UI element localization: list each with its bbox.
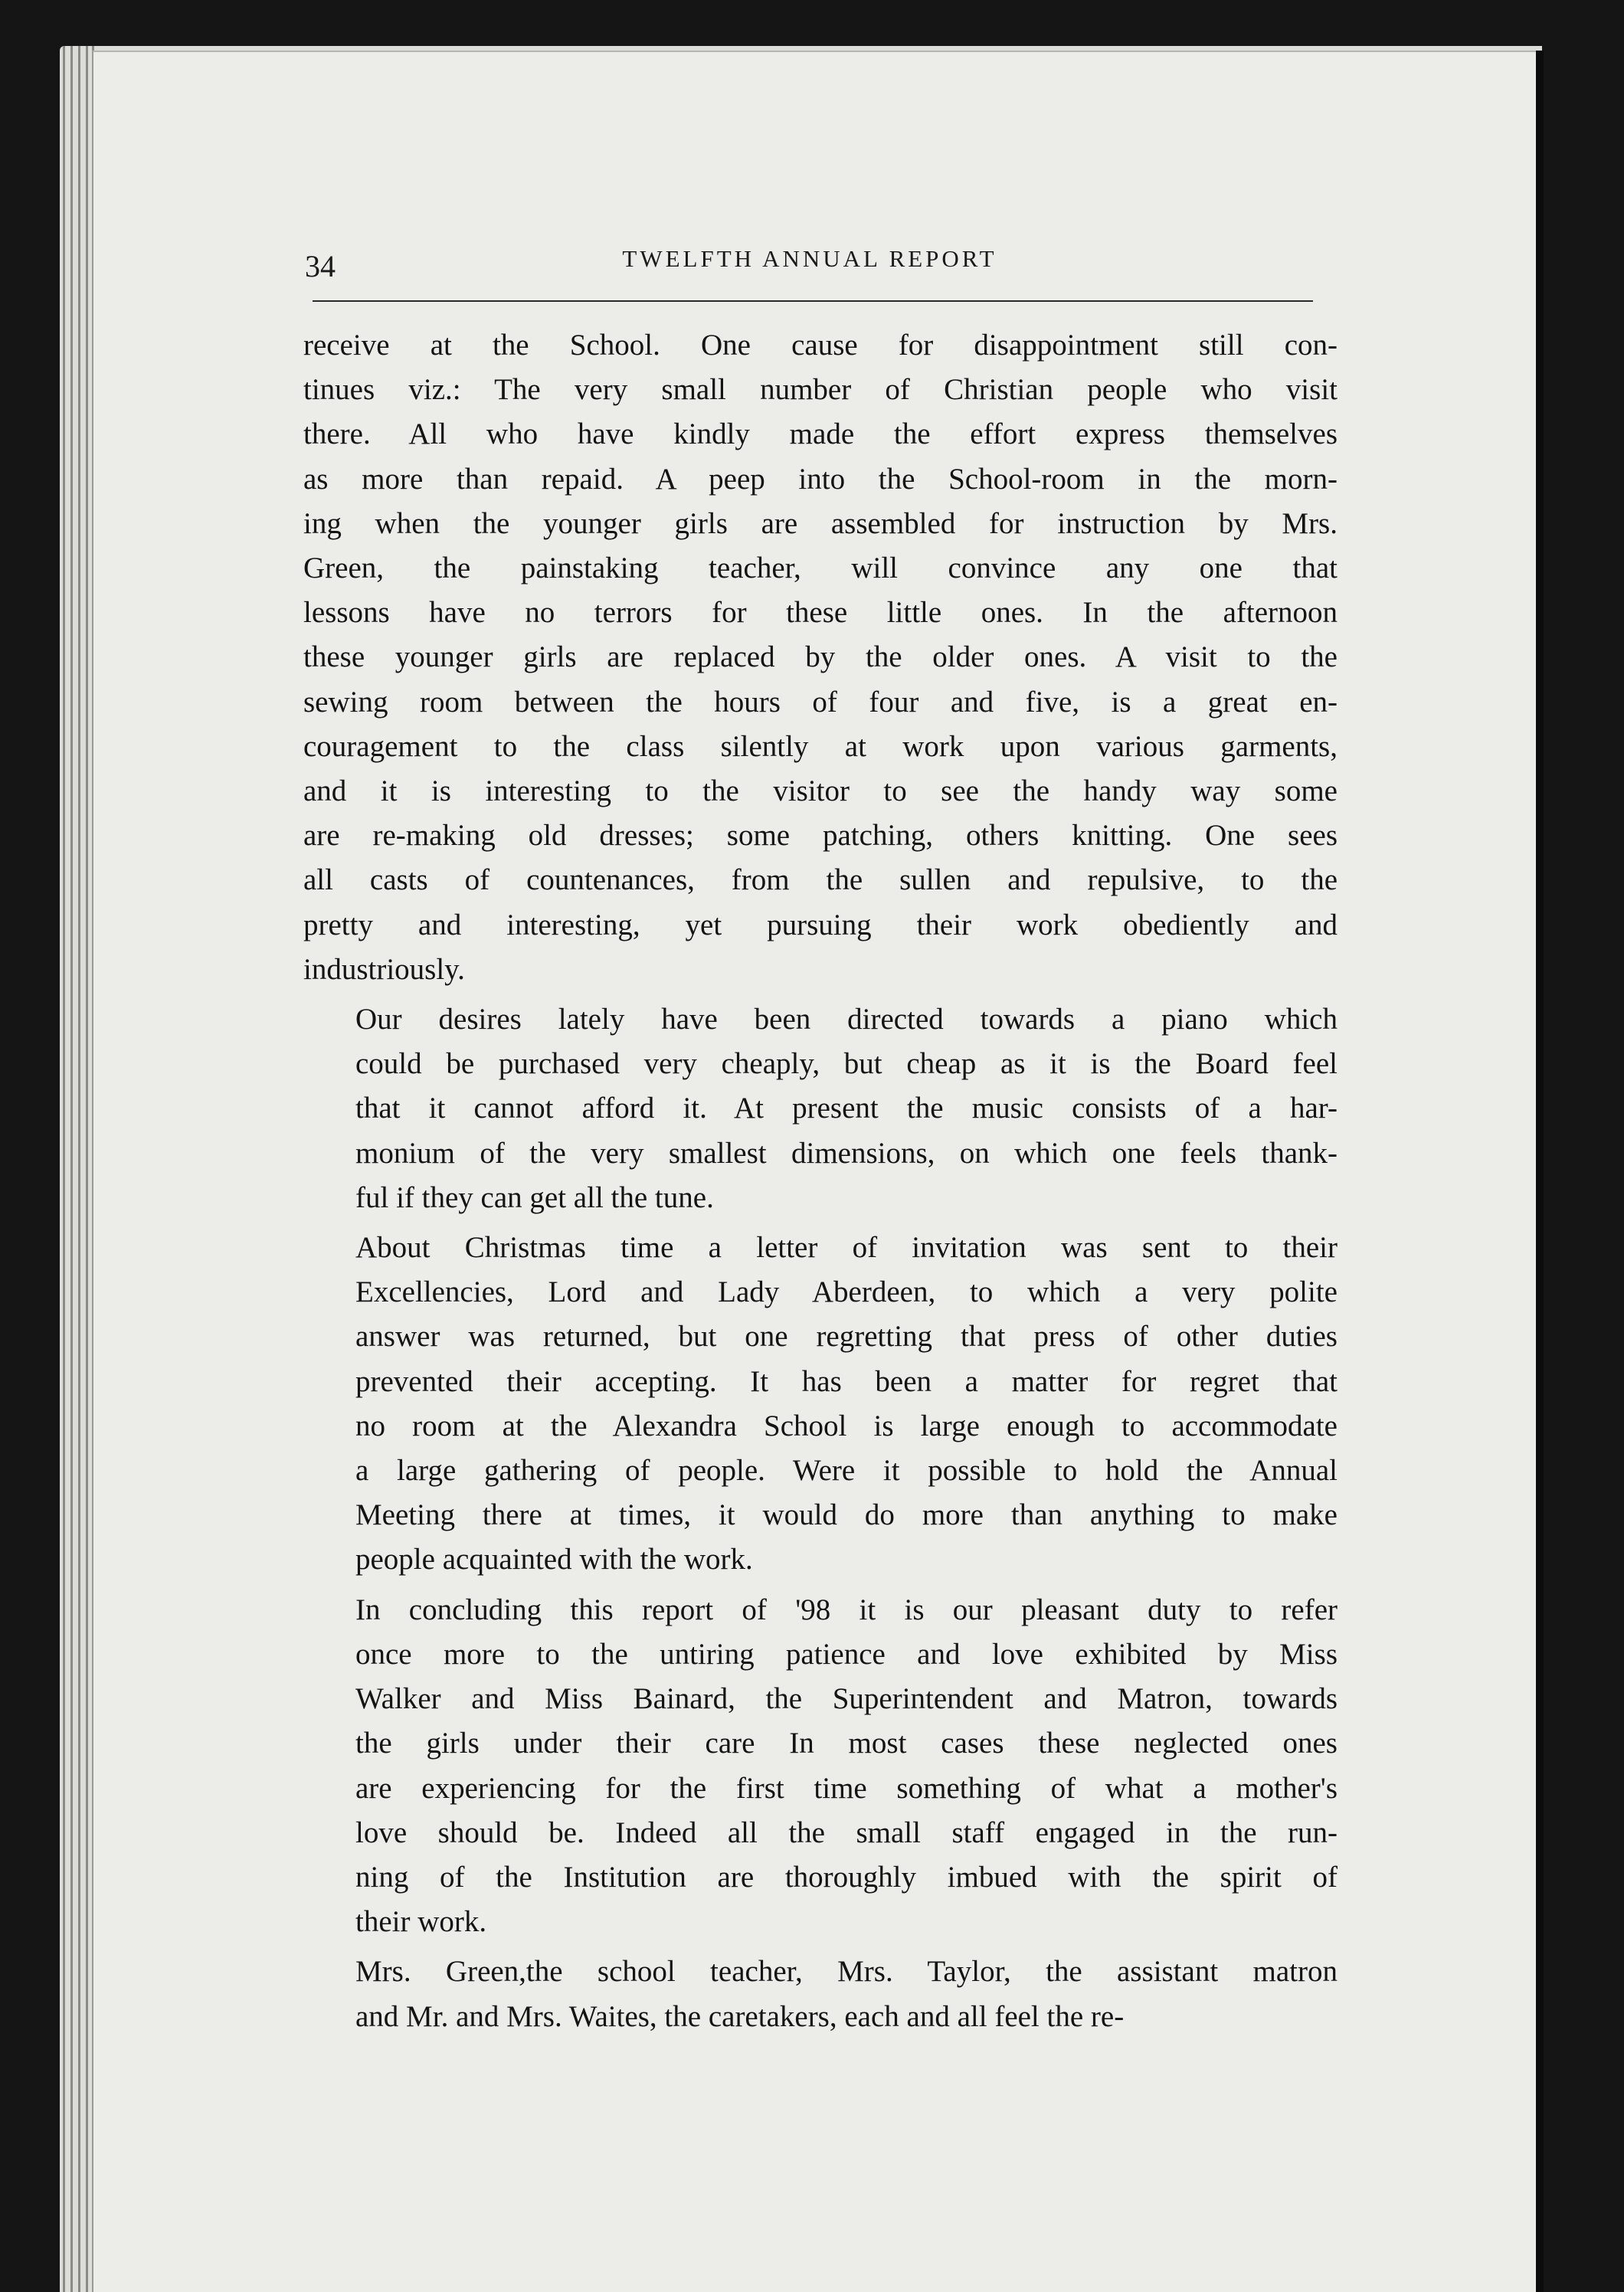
page-header	[305, 244, 1315, 290]
text-line: people acquainted with the work.	[355, 1543, 753, 1577]
text-line: answer was returned, but one regretting that press of other duties	[355, 1320, 1338, 1354]
text-line: once more to the untiring patience and love exhibited by Miss	[355, 1637, 1338, 1671]
text-line: tinues viz.: The very small number of Christian people who visit	[303, 373, 1338, 407]
text-line: the girls under their care In most cases these neglected ones	[355, 1727, 1338, 1760]
header-rule	[313, 300, 1313, 302]
text-line: sewing room between the hours of four and five, is a great en-	[303, 685, 1338, 719]
report-body	[303, 323, 1338, 2045]
text-line: are re-making old dresses; some patching, others knitting. One sees	[303, 819, 1338, 853]
page-edge	[78, 46, 80, 2292]
text-line: that it cannot afford it. At present the music consists of a har-	[355, 1092, 1338, 1125]
text-line: and Mr. and Mrs. Waites, the caretakers, each and all feel the re-	[355, 1999, 1125, 2033]
text-line: ing when the younger girls are assembled for instruction by Mrs.	[303, 506, 1338, 540]
text-line: In concluding this report of '98 it is our pleasant duty to refer	[355, 1593, 1338, 1626]
text-line: Excellencies, Lord and Lady Aberdeen, to which a very polite	[355, 1275, 1338, 1309]
text-line: Walker and Miss Bainard, the Superintendent and Matron, towards	[355, 1682, 1338, 1716]
text-line: love should be. Indeed all the small staff engaged in the run-	[355, 1816, 1338, 1849]
text-line: as more than repaid. A peep into the School-room in the morn-	[303, 462, 1338, 496]
paragraph	[303, 1950, 1338, 2038]
text-line: could be purchased very cheaply, but cheap as it is the Board feel	[355, 1047, 1338, 1081]
running-title: TWELFTH ANNUAL REPORT	[622, 245, 997, 272]
text-line: and it is interesting to the visitor to see the handy way some	[303, 774, 1338, 808]
text-line: Our desires lately have been directed towards a piano which	[355, 1003, 1338, 1036]
text-line: all casts of countenances, from the sullen and repulsive, to the	[303, 863, 1338, 897]
text-line: couragement to the class silently at work upon various garments,	[303, 729, 1338, 763]
page-edge	[63, 46, 65, 2292]
text-line: no room at the Alexandra School is large enough to accommodate	[355, 1409, 1338, 1442]
text-line: a large gathering of people. Were it possible to hold the Annual	[355, 1454, 1338, 1488]
text-line: lessons have no terrors for these little ones. In the afternoon	[303, 596, 1338, 630]
paragraph	[303, 1226, 1338, 1583]
text-line: receive at the School. One cause for disappointment still con-	[303, 329, 1338, 362]
text-line: pretty and interesting, yet pursuing their work obediently and	[303, 908, 1338, 941]
paragraph	[303, 323, 1338, 992]
text-line: these younger girls are replaced by the older ones. A visit to the	[303, 640, 1338, 674]
page-edge	[70, 46, 73, 2292]
page-number: 34	[305, 249, 336, 283]
page-edge	[86, 46, 88, 2292]
text-line: Mrs. Green,the school teacher, Mrs. Taylor, the assistant matron	[355, 1955, 1338, 1989]
binding-gutter	[1536, 51, 1544, 2292]
text-line: About Christmas time a letter of invitation was sent to their	[355, 1231, 1338, 1265]
text-line: ning of the Institution are thoroughly imbued with the spirit of	[355, 1860, 1338, 1894]
text-line: are experiencing for the first time something of what a mother's	[355, 1771, 1338, 1805]
text-line: monium of the very smallest dimensions, on which one feels thank-	[355, 1136, 1338, 1170]
paragraph	[303, 1588, 1338, 1945]
text-line: Green, the painstaking teacher, will convince any one that	[303, 552, 1338, 585]
text-line: prevented their accepting. It has been a matter for regret that	[355, 1364, 1338, 1398]
text-line: Meeting there at times, it would do more than anything to make	[355, 1498, 1338, 1532]
text-line: there. All who have kindly made the effort express themselves	[303, 417, 1338, 451]
paragraph	[303, 997, 1338, 1220]
text-line: their work.	[355, 1905, 487, 1939]
text-line: ful if they can get all the tune.	[355, 1180, 714, 1214]
text-line: industriously.	[303, 952, 465, 986]
